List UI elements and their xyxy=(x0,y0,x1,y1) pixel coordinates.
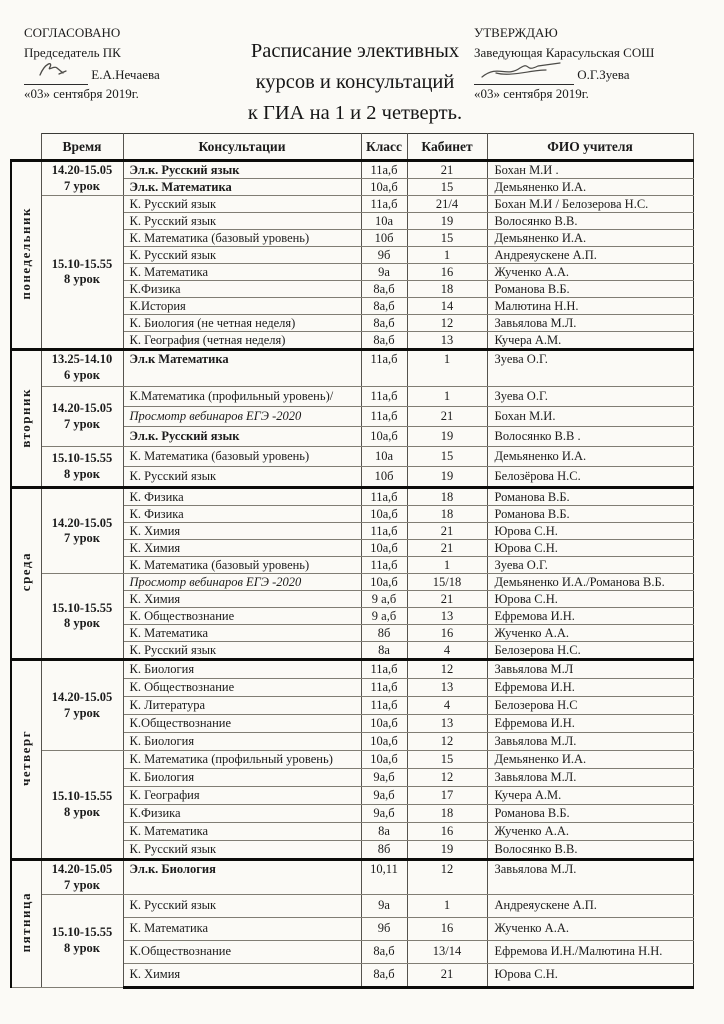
cabinet-cell: 15/18 xyxy=(407,574,487,591)
teacher-cell: Завьялова М.Л xyxy=(487,660,693,679)
teacher-cell: Белозерова Н.С. xyxy=(487,642,693,660)
day-cell xyxy=(11,488,41,660)
consultation-cell: К. Химия xyxy=(123,540,361,557)
consultation-cell: К. Русский язык xyxy=(123,894,361,917)
cabinet-cell: 15 xyxy=(407,179,487,196)
schedule-row xyxy=(11,161,693,179)
approval-left-heading: СОГЛАСОВАНО xyxy=(24,25,121,40)
lesson-number: 7 урок xyxy=(63,878,101,893)
teacher-cell: Завьялова М.Л. xyxy=(487,769,693,787)
teacher-cell: Жученко А.А. xyxy=(487,264,693,281)
lesson-number: 8 урок xyxy=(63,804,101,819)
header-time: Время xyxy=(41,134,123,161)
teacher-cell: Белозёрова Н.С. xyxy=(487,467,693,488)
class-cell: 9а,б xyxy=(361,787,407,805)
class-cell: 8а,б xyxy=(361,281,407,298)
consultation-cell: К. Биология xyxy=(123,660,361,679)
cabinet-cell: 13/14 xyxy=(407,940,487,963)
page-title xyxy=(236,36,474,129)
cabinet-cell: 12 xyxy=(407,315,487,332)
cabinet-cell: 19 xyxy=(407,841,487,860)
approval-left-date: «03» сентября 2019г. xyxy=(24,85,139,101)
lesson-number: 8 урок xyxy=(63,940,101,955)
teacher-cell: Малютина Н.Н. xyxy=(487,298,693,315)
teacher-cell: Романова В.Б. xyxy=(487,506,693,523)
cabinet-cell: 21 xyxy=(407,963,487,987)
cabinet-cell: 16 xyxy=(407,625,487,642)
cabinet-cell: 21 xyxy=(407,523,487,540)
cabinet-cell: 13 xyxy=(407,679,487,697)
class-cell: 8а,б xyxy=(361,315,407,332)
consultation-cell: К.Физика xyxy=(123,281,361,298)
cabinet-cell: 17 xyxy=(407,787,487,805)
schedule-row xyxy=(11,660,693,679)
lesson-number: 8 урок xyxy=(63,272,101,287)
class-cell: 11а,б xyxy=(361,350,407,387)
lesson-number: 7 урок xyxy=(63,531,101,546)
teacher-cell: Бохан М.И / Белозерова Н.С. xyxy=(487,196,693,213)
teacher-cell: Юрова С.Н. xyxy=(487,540,693,557)
day-label: среда xyxy=(18,552,34,592)
class-cell: 10а,б xyxy=(361,427,407,447)
consultation-cell: К. Русский язык xyxy=(123,467,361,488)
page-title-line3: к ГИА на 1 и 2 четверть. xyxy=(247,102,463,125)
time-range: 15.10-15.55 xyxy=(51,789,113,804)
teacher-cell: Ефремова И.Н. xyxy=(487,679,693,697)
time-range: 14.20-15.05 xyxy=(51,401,113,416)
cabinet-cell: 21/4 xyxy=(407,196,487,213)
cabinet-cell: 1 xyxy=(407,557,487,574)
day-cell xyxy=(11,860,41,987)
time-slot-cell xyxy=(41,894,123,987)
time-slot-cell xyxy=(41,488,123,574)
class-cell: 10б xyxy=(361,230,407,247)
consultation-cell: Эл.к Математика xyxy=(123,350,361,387)
header-class: Класс xyxy=(361,134,407,161)
time-slot-cell xyxy=(41,860,123,894)
cabinet-cell: 13 xyxy=(407,332,487,350)
class-cell: 9а,б xyxy=(361,805,407,823)
header-cabinet: Кабинет xyxy=(407,134,487,161)
cabinet-cell: 18 xyxy=(407,488,487,506)
table-header-row xyxy=(11,134,693,161)
lesson-number: 7 урок xyxy=(63,705,101,720)
teacher-cell: Завьялова М.Л. xyxy=(487,733,693,751)
time-range: 15.10-15.55 xyxy=(51,925,113,940)
consultation-cell: К. Обществознание xyxy=(123,608,361,625)
schedule-row xyxy=(11,488,693,506)
teacher-cell: Андреяускене А.П. xyxy=(487,894,693,917)
cabinet-cell: 21 xyxy=(407,591,487,608)
schedule-row xyxy=(11,751,693,769)
teacher-cell: Ефремова И.Н./Малютина Н.Н. xyxy=(487,940,693,963)
approval-left-role: Председатель ПК xyxy=(24,44,121,60)
teacher-cell: Белозерова Н.С xyxy=(487,697,693,715)
teacher-cell: Бохан М.И. xyxy=(487,407,693,427)
approval-right-signature-row xyxy=(474,66,710,85)
consultation-cell: Эл.к. Русский язык xyxy=(123,427,361,447)
teacher-cell: Завьялова М.Л. xyxy=(487,860,693,894)
cabinet-cell: 15 xyxy=(407,751,487,769)
time-range: 14.20-15.05 xyxy=(51,515,113,530)
class-cell: 9а xyxy=(361,894,407,917)
cabinet-cell: 14 xyxy=(407,298,487,315)
teacher-cell: Ефремова И.Н. xyxy=(487,715,693,733)
class-cell: 11а,б xyxy=(361,407,407,427)
teacher-cell: Юрова С.Н. xyxy=(487,523,693,540)
consultation-cell: К. География (четная неделя) xyxy=(123,332,361,350)
class-cell: 10,11 xyxy=(361,860,407,894)
teacher-cell: Зуева О.Г. xyxy=(487,387,693,407)
approval-block-left xyxy=(24,24,236,103)
teacher-cell: Завьялова М.Л. xyxy=(487,315,693,332)
cabinet-cell: 4 xyxy=(407,642,487,660)
time-range: 15.10-15.55 xyxy=(51,256,113,271)
consultation-cell: К. Математика (базовый уровень) xyxy=(123,230,361,247)
cabinet-cell: 16 xyxy=(407,917,487,940)
schedule-row xyxy=(11,350,693,387)
schedule-row xyxy=(11,447,693,467)
schedule-row xyxy=(11,196,693,213)
cabinet-cell: 21 xyxy=(407,407,487,427)
consultation-cell: К. Биология (не четная неделя) xyxy=(123,315,361,332)
cabinet-cell: 18 xyxy=(407,281,487,298)
consultation-cell: К.История xyxy=(123,298,361,315)
schedule-table xyxy=(10,133,694,988)
cabinet-cell: 1 xyxy=(407,387,487,407)
approval-right-heading: УТВЕРЖДАЮ xyxy=(474,25,558,40)
lesson-number: 7 урок xyxy=(63,178,101,193)
consultation-cell: К.Математика (профильный уровень)/ xyxy=(123,387,361,407)
teacher-cell: Демьяненко И.А. xyxy=(487,447,693,467)
consultation-cell: Просмотр вебинаров ЕГЭ -2020 xyxy=(123,407,361,427)
teacher-cell: Юрова С.Н. xyxy=(487,591,693,608)
teacher-cell: Жученко А.А. xyxy=(487,625,693,642)
teacher-cell: Демьяненко И.А. xyxy=(487,179,693,196)
consultation-cell: К. Биология xyxy=(123,769,361,787)
page-title-line1: Расписание элективных xyxy=(250,40,460,62)
time-range: 13.25-14.10 xyxy=(51,352,113,367)
consultation-cell: К. Математика xyxy=(123,264,361,281)
consultation-cell: К. География xyxy=(123,787,361,805)
time-range: 14.20-15.05 xyxy=(51,690,113,705)
approval-right-role: Заведующая Карасульская СОШ xyxy=(474,44,655,60)
class-cell: 9б xyxy=(361,917,407,940)
day-cell xyxy=(11,161,41,350)
time-slot-cell xyxy=(41,447,123,488)
teacher-cell: Юрова С.Н. xyxy=(487,963,693,987)
teacher-cell: Зуева О.Г. xyxy=(487,557,693,574)
teacher-cell: Романова В.Б. xyxy=(487,281,693,298)
teacher-cell: Волосянко В.В. xyxy=(487,213,693,230)
consultation-cell: К. Русский язык xyxy=(123,642,361,660)
consultation-cell: К. Русский язык xyxy=(123,247,361,264)
time-slot-cell xyxy=(41,196,123,350)
approval-right-name: О.Г.Зуева xyxy=(577,66,630,82)
cabinet-cell: 21 xyxy=(407,161,487,179)
day-label: пятница xyxy=(18,892,34,953)
time-slot-cell xyxy=(41,387,123,447)
consultation-cell: К. Русский язык xyxy=(123,841,361,860)
time-range: 14.20-15.05 xyxy=(51,163,113,178)
teacher-cell: Ефремова И.Н. xyxy=(487,608,693,625)
consultation-cell: К. Физика xyxy=(123,506,361,523)
consultation-cell: К.Обществознание xyxy=(123,940,361,963)
consultation-cell: К. Химия xyxy=(123,523,361,540)
class-cell: 10а,б xyxy=(361,506,407,523)
consultation-cell: К. Литература xyxy=(123,697,361,715)
document-header xyxy=(0,0,724,129)
class-cell: 11а,б xyxy=(361,523,407,540)
cabinet-cell: 15 xyxy=(407,230,487,247)
lesson-number: 8 урок xyxy=(63,466,101,481)
time-range: 15.10-15.55 xyxy=(51,451,113,466)
time-slot-cell xyxy=(41,751,123,860)
consultation-cell: К. Математика xyxy=(123,625,361,642)
day-label: понедельник xyxy=(18,207,34,300)
cabinet-cell: 13 xyxy=(407,608,487,625)
teacher-cell: Волосянко В.В . xyxy=(487,427,693,447)
cabinet-cell: 18 xyxy=(407,506,487,523)
class-cell: 11а,б xyxy=(361,660,407,679)
cabinet-cell: 13 xyxy=(407,715,487,733)
time-slot-cell xyxy=(41,660,123,751)
approval-block-right xyxy=(474,24,710,103)
class-cell: 8б xyxy=(361,625,407,642)
class-cell: 11а,б xyxy=(361,557,407,574)
teacher-cell: Волосянко В.В. xyxy=(487,841,693,860)
schedule-row xyxy=(11,387,693,407)
teacher-cell: Жученко А.А. xyxy=(487,823,693,841)
class-cell: 11а,б xyxy=(361,488,407,506)
class-cell: 8а xyxy=(361,823,407,841)
class-cell: 8а,б xyxy=(361,332,407,350)
class-cell: 10а,б xyxy=(361,715,407,733)
class-cell: 9 а,б xyxy=(361,608,407,625)
cabinet-cell: 12 xyxy=(407,860,487,894)
class-cell: 8б xyxy=(361,841,407,860)
class-cell: 10а,б xyxy=(361,574,407,591)
cabinet-cell: 16 xyxy=(407,264,487,281)
time-range: 14.20-15.05 xyxy=(51,862,113,877)
cabinet-cell: 19 xyxy=(407,427,487,447)
class-cell: 8а,б xyxy=(361,298,407,315)
teacher-cell: Кучера А.М. xyxy=(487,332,693,350)
class-cell: 10а xyxy=(361,213,407,230)
time-range: 15.10-15.55 xyxy=(51,600,113,615)
approval-left-name: Е.А.Нечаева xyxy=(91,66,160,82)
teacher-cell: Демьяненко И.А. xyxy=(487,751,693,769)
consultation-cell: К.Обществознание xyxy=(123,715,361,733)
class-cell: 10а xyxy=(361,447,407,467)
class-cell: 8а,б xyxy=(361,940,407,963)
class-cell: 10а,б xyxy=(361,751,407,769)
class-cell: 9а xyxy=(361,264,407,281)
consultation-cell: К. Математика (базовый уровень) xyxy=(123,447,361,467)
class-cell: 11а,б xyxy=(361,196,407,213)
cabinet-cell: 12 xyxy=(407,733,487,751)
time-slot-cell xyxy=(41,574,123,660)
class-cell: 10а,б xyxy=(361,179,407,196)
teacher-cell: Кучера А.М. xyxy=(487,787,693,805)
teacher-cell: Бохан М.И . xyxy=(487,161,693,179)
cabinet-cell: 16 xyxy=(407,823,487,841)
class-cell: 11а,б xyxy=(361,161,407,179)
schedule-row xyxy=(11,574,693,591)
consultation-cell: К. Математика (базовый уровень) xyxy=(123,557,361,574)
lesson-number: 7 урок xyxy=(63,416,101,431)
cabinet-cell: 19 xyxy=(407,467,487,488)
class-cell: 11а,б xyxy=(361,679,407,697)
consultation-cell: К. Биология xyxy=(123,733,361,751)
consultation-cell: Эл.к. Биология xyxy=(123,860,361,894)
lesson-number: 6 урок xyxy=(63,368,101,383)
class-cell: 8а,б xyxy=(361,963,407,987)
cabinet-cell: 18 xyxy=(407,805,487,823)
time-slot-cell xyxy=(41,350,123,387)
approval-left-signature-row xyxy=(24,66,236,85)
class-cell: 11а,б xyxy=(361,387,407,407)
consultation-cell: К. Обществознание xyxy=(123,679,361,697)
cabinet-cell: 15 xyxy=(407,447,487,467)
consultation-cell: Эл.к. Русский язык xyxy=(123,161,361,179)
consultation-cell: К. Математика (профильный уровень) xyxy=(123,751,361,769)
consultation-cell: К. Физика xyxy=(123,488,361,506)
teacher-cell: Андреяускене А.П. xyxy=(487,247,693,264)
signature-line xyxy=(474,71,574,85)
cabinet-cell: 12 xyxy=(407,769,487,787)
day-label: вторник xyxy=(18,387,34,448)
class-cell: 9а,б xyxy=(361,769,407,787)
cabinet-cell: 4 xyxy=(407,697,487,715)
class-cell: 10а,б xyxy=(361,540,407,557)
cabinet-cell: 1 xyxy=(407,894,487,917)
class-cell: 10б xyxy=(361,467,407,488)
class-cell: 10а,б xyxy=(361,733,407,751)
day-label: четверг xyxy=(18,730,34,786)
cabinet-cell: 1 xyxy=(407,350,487,387)
cabinet-cell: 21 xyxy=(407,540,487,557)
time-slot-cell xyxy=(41,161,123,196)
consultation-cell: К. Математика xyxy=(123,823,361,841)
class-cell: 9 а,б xyxy=(361,591,407,608)
day-cell xyxy=(11,350,41,488)
day-cell xyxy=(11,660,41,860)
cabinet-cell: 12 xyxy=(407,660,487,679)
lesson-number: 8 урок xyxy=(63,616,101,631)
teacher-cell: Демьяненко И.А. xyxy=(487,230,693,247)
consultation-cell: К. Химия xyxy=(123,963,361,987)
teacher-cell: Зуева О.Г. xyxy=(487,350,693,387)
signature-line xyxy=(24,71,88,85)
consultation-cell: Эл.к. Математика xyxy=(123,179,361,196)
class-cell: 11а,б xyxy=(361,697,407,715)
class-cell: 8а xyxy=(361,642,407,660)
consultation-cell: К.Физика xyxy=(123,805,361,823)
consultation-cell: К. Химия xyxy=(123,591,361,608)
schedule-row xyxy=(11,894,693,917)
approval-right-date: «03» сентября 2019г. xyxy=(474,85,589,101)
header-day-cell xyxy=(11,134,41,161)
consultation-cell: К. Русский язык xyxy=(123,213,361,230)
page-title-line2: курсов и консультаций xyxy=(255,71,455,94)
teacher-cell: Жученко А.А. xyxy=(487,917,693,940)
teacher-cell: Демьяненко И.А./Романова В.Б. xyxy=(487,574,693,591)
class-cell: 9б xyxy=(361,247,407,264)
cabinet-cell: 1 xyxy=(407,247,487,264)
cabinet-cell: 19 xyxy=(407,213,487,230)
consultation-cell: Просмотр вебинаров ЕГЭ -2020 xyxy=(123,574,361,591)
header-consultation: Консультации xyxy=(123,134,361,161)
schedule-row xyxy=(11,860,693,894)
consultation-cell: К. Русский язык xyxy=(123,196,361,213)
consultation-cell: К. Математика xyxy=(123,917,361,940)
teacher-cell: Романова В.Б. xyxy=(487,805,693,823)
teacher-cell: Романова В.Б. xyxy=(487,488,693,506)
header-teacher: ФИО учителя xyxy=(487,134,693,161)
